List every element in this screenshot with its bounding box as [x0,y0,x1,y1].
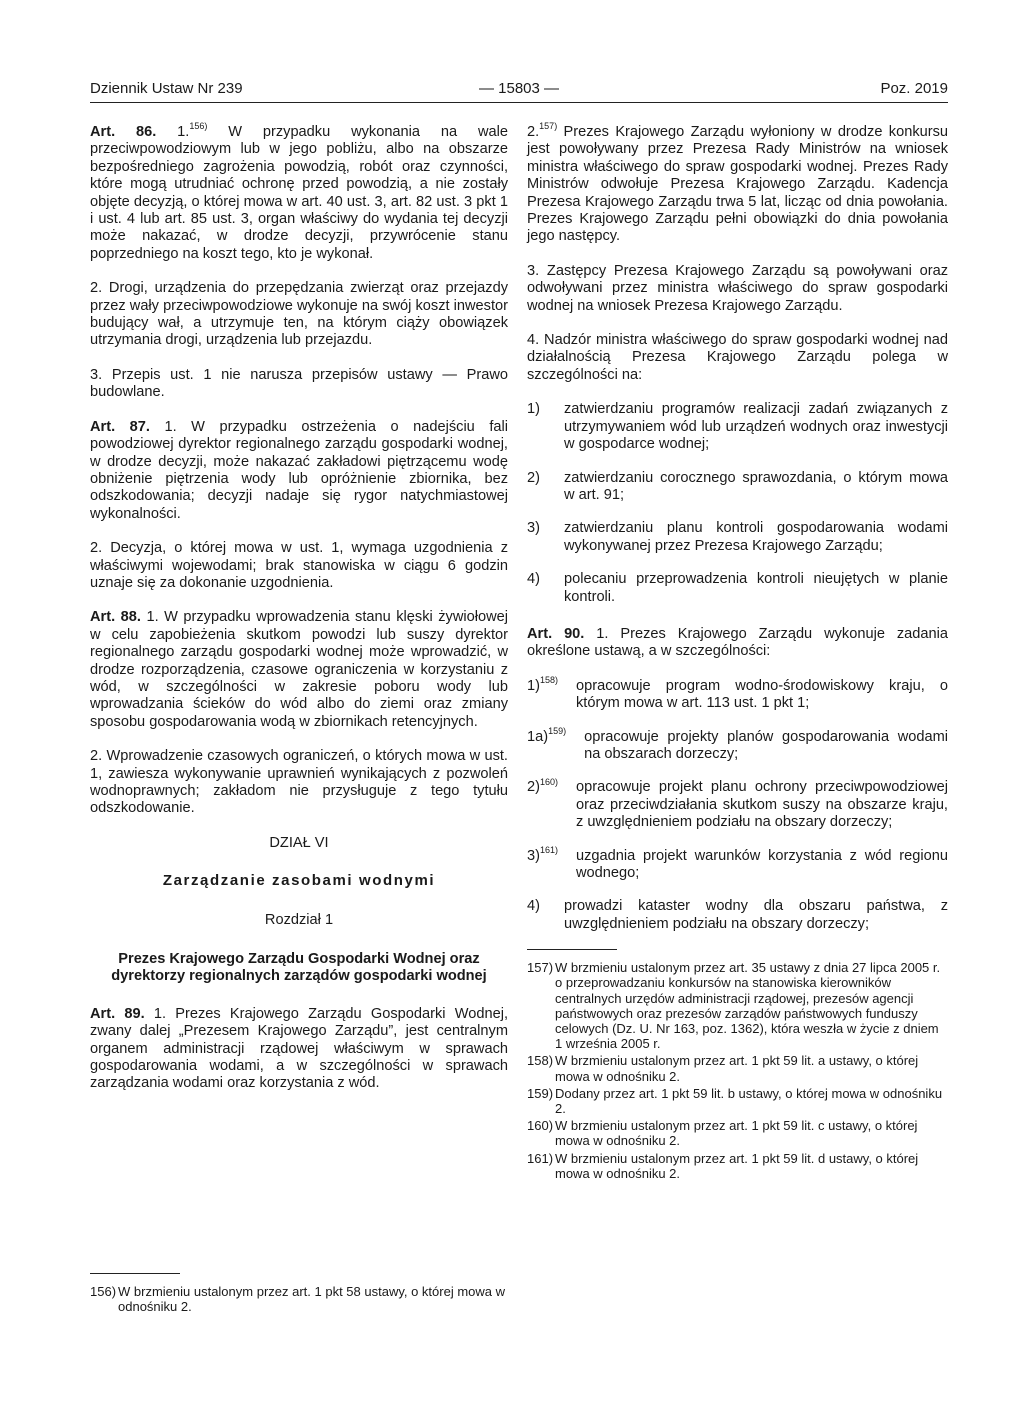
division-title: Zarządzanie zasobami wodnymi [162,872,436,890]
art89-p2-num: 2. [527,124,540,140]
footnote-separator [90,1273,180,1274]
footnote-156 [90,1284,508,1314]
art86-para1 [90,121,509,263]
item-text: uzgadnia projekt warunków korzystania z wód regionu wodnego; [576,847,948,881]
item-num: 1)$^{158)}$ [527,674,558,694]
art87-para2: 2. Decyzja, o której mowa w ust. 1, wymaga uzgodnienia z właściwymi wojewodami; brak stanowiska w ciągu 6 godzin uznaje się za dokonanie uzgodnienia. [90,540,508,591]
item-num: 1a)$^{159)}$ [527,725,567,745]
right-column [527,121,949,1183]
art89-para3: 3. Zastępcy Prezesa Krajowego Zarządu są powoływani oraz odwoływani przez ministra właściwego do spraw gospodarki wodnej na wniosek Prezesa Krajowego Zarządu. [527,262,948,314]
item-text: zatwierdzaniu planu kontroli gospodarowania wodami wykonywanej przez Prezesa Krajowego Zarządu; [564,520,948,554]
item-text: prowadzi kataster wodny dla obszaru państwa, z uwzględnieniem podziału na obszary dorzeczy; [564,898,948,932]
art87-text: 1. W przypadku ostrzeżenia o nadejściu fali powodziowej dyrektor regionalnego zarządu gospodarki wodnej, w drodze decyzji, może nakazać zakładowi piętrzącemu wodę obniżenie piętrzenia wody lub opróżnienie zbiornika, bez odszkodowania; decyzji nadaje się rygor natychmiastowej wykonalności. [90,418,508,522]
art87-label: Art. 87. [90,418,150,435]
item-text: opracowuje projekty planów gospodarowania wodami na obszarach dorzeczy; [584,728,948,762]
art90-list [527,674,948,933]
item-text: polecaniu przeprowadzenia kontroli nieujętych w planie kontroli. [564,571,948,605]
list-item [527,401,948,453]
art89-list [527,401,948,606]
journal-title: Dziennik Ustaw Nr 239 [90,80,243,97]
list-item [527,844,948,883]
chapter-heading: Rozdział 1 [264,911,334,928]
art88-label: Art. 88. [90,609,141,626]
art89-p2-text: Prezes Krajowego Zarządu wyłoniony w drodze konkursu jest powoływany przez Prezesa Rady Ministrów na wniosek ministra właściwego do spraw gospodarki wodnej. Prezes Rady Ministrów odwołuje Prezesa Krajowego Zarządu. Kadencja Prezesa Krajowego Zarządu trwa 5 lat, licząc od dnia powołania. Prezes Krajowego Zarządu pełni obowiązki do dnia powołania jego następcy. [527,124,949,245]
left-column [90,121,509,1110]
position-number: Poz. 2019 [880,80,948,97]
list-item [527,470,948,505]
item-num: 3) [527,520,540,537]
art90-text: 1. Prezes Krajowego Zarządu wykonuje zadania określone ustawą, a w szczególności: [527,625,948,660]
art89-para2 [527,121,949,246]
item-num: 2)$^{160)}$ [527,776,558,796]
footnote-158: 158) W brzmieniu ustalonym przez art. 1 pkt 59 lit. a ustawy, o której mowa w odnośniku 2. [527,1053,919,1084]
art87-para1 [90,419,508,523]
footnote-157: 157) W brzmieniu ustalonym przez art. 35 ustawy z dnia 27 lipca 2005 r. o przeprowadzaniu konkursów na stanowiska kierowników centralnych urzędów administracji rządowej, prezesów agencji państwowych oraz prezesów zarządów państwowych funduszy celowych (Dz. U. Nr 163, poz. 1362), która weszła w życie z dniem 1 września 2005 r. [527,960,941,1052]
footnote-num: 156) [90,1284,117,1299]
art90-para1 [527,626,948,661]
footnote-159: 159) Dodany przez art. 1 pkt 59 lit. b ustawy, o której mowa w odnośniku 2. [527,1085,943,1117]
footnote-text: W brzmieniu ustalonym przez art. 1 pkt 58 ustawy, o której mowa w odnośniku 2. [118,1284,506,1315]
item-text: opracowuje projekt planu ochrony przeciwpowodziowej oraz przeciwdziałania skutkom suszy na obszarze kraju, z uwzględnieniem podziału na obszary dorzeczy; [576,779,948,831]
item-text: zatwierdzaniu programów realizacji zadań związanych z utrzymywaniem wód lub urządzeń wodnych oraz inwestycji w gospodarce wodnej; [564,401,948,453]
item-num: 4) [527,571,540,588]
right-footnotes [527,960,948,1181]
item-text: zatwierdzaniu corocznego sprawozdania, o którym mowa w art. 91; [564,469,948,503]
page-number: — 15803 — [478,80,560,97]
art90-label: Art. 90. [527,625,585,642]
header-rule [90,102,948,103]
art86-para3: 3. Przepis ust. 1 nie narusza przepisów ustawy — Prawo budowlane. [90,366,508,401]
list-item [527,776,948,831]
footnote-160: 160) W brzmieniu ustalonym przez art. 1 pkt 59 lit. c ustawy, o której mowa w odnośniku 2. [527,1118,918,1149]
division-heading: DZIAŁ VI [269,834,329,851]
item-num: 2) [527,469,540,486]
item-text: opracowuje program wodno-środowiskowy kraju, o którym mowa w art. 113 ust. 1 pkt 1; [576,677,948,712]
footnote-separator [527,949,617,950]
list-item [527,571,948,606]
art88-para1 [90,609,508,731]
art86-text: W przypadku wykonania na wale przeciwpowodziowym lub w jego pobliżu, albo na obszarze bezpośredniego zagrożenia powodzią, robót oraz czynności, które mogą utrudniać ochronę przed powodzią, a nie zostały objęte decyzją, o której mowa w art. 40 ust. 3, art. 82 ust. 3 pkt 1 i ust. 4 lub art. 85 ust. 3, organ właściwy do wydania tej decyzji może nakazać, w drodze decyzji, przywrócenie stanu poprzedniego na koszt tego, kto je wykonał. [90,124,509,262]
art89-para1 [90,1006,508,1093]
footnote-ref-156: 156) [189,121,208,132]
list-item [527,520,948,555]
art86-num: 1. [177,124,190,140]
art88-text: 1. W przypadku wprowadzenia stanu klęski żywiołowej w celu zapobieżenia skutkom powodzi lub suszy dyrektor regionalnego zarządu gospodarki wodnej może wprowadzić, w drodze rozporządzenia, czasowe ograniczenia w korzystaniu z wód, w szczególności w zakresie poboru wody lub wprowadzania ścieków do wód albo do ziemi oraz zmiany sposobu gospodarowania wodą w zbiornikach retencyjnych. [90,609,508,730]
art88-para2: 2. Wprowadzenie czasowych ograniczeń, o których mowa w ust. 1, zawiesza wykonywanie uprawnień wynikających z pozwoleń wodnoprawnych; zakładom nie przysługuje z tego tytułu odszkodowanie. [90,748,508,817]
chapter-title: Prezes Krajowego Zarządu Gospodarki Wodnej oraz dyrektorzy regionalnych zarządów gospodarki wodnej [111,951,487,985]
art89-para4: 4. Nadzór ministra właściwego do spraw gospodarki wodnej nad działalnością Prezesa Krajowego Zarządu polega w szczególności na: [527,332,948,383]
art86-para2: 2. Drogi, urządzenia do przepędzania zwierząt oraz przejazdy przez wały przeciwpowodziowe wykonuje na swój koszt inwestor budujący wał, a utrzymuje ten, na którym ciąży obowiązek utrzymania drogi, urządzenia lub przejazdu. [90,280,508,349]
item-num: 3)$^{161)}$ [527,844,558,864]
art89-text: 1. Prezes Krajowego Zarządu Gospodarki Wodnej, zwany dalej „Prezesem Krajowego Zarządu”, jest centralnym organem administracji rządowej właściwym w sprawach gospodarowania wodami, a w szczególności w sprawach zarządzania wodami oraz korzystania z wód. [90,1005,508,1092]
list-item [527,674,948,713]
left-footnotes [90,1253,508,1316]
list-item [527,898,948,933]
item-num: 1) [527,401,540,418]
footnote-ref-157: 157) [539,121,558,132]
page-header [90,80,948,102]
footnote-161: 161) W brzmieniu ustalonym przez art. 1 pkt 59 lit. d ustawy, o której mowa w odnośniku 2. [527,1150,919,1181]
item-num: 4) [527,898,540,915]
art86-label: Art. 86. [90,124,157,140]
art89-label: Art. 89. [90,1005,145,1022]
list-item [527,725,948,764]
